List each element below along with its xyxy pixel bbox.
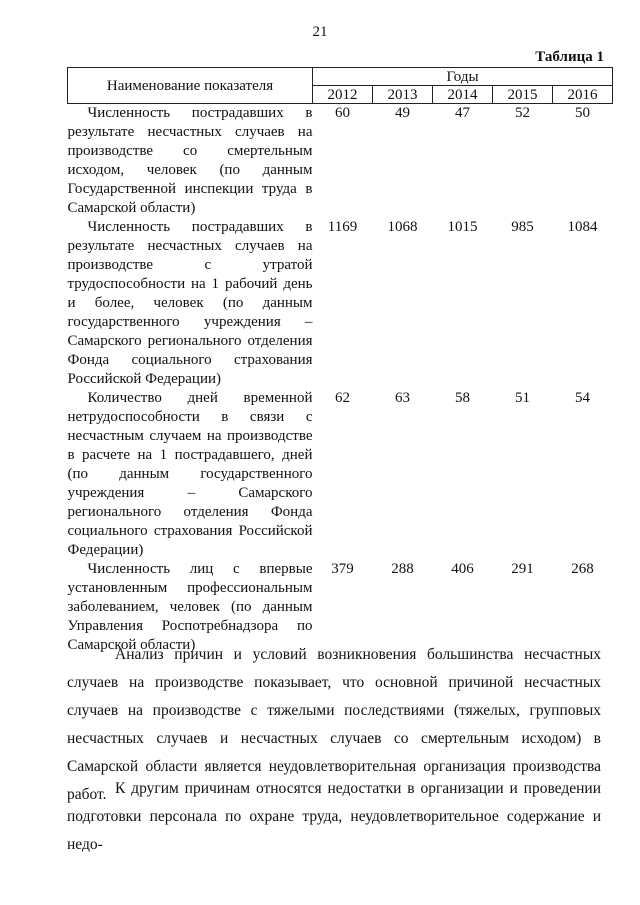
table-cell-value: 379 xyxy=(331,561,354,577)
year-header: 2015 xyxy=(493,86,553,104)
table-row xyxy=(68,389,613,560)
table-cell-value: 58 xyxy=(455,390,470,406)
indicator-name xyxy=(68,389,313,560)
body-paragraph: Анализ причин и условий возникновения большинства несчастных случаев на производстве показывает, что основной причиной несчастных случаев на производстве с тяжелыми последствиями (тяжелых, групповых несчастных случаев и несчастных случаев со смертельным исходом) в Самарской области является неудовлетворительная организация производства работ. xyxy=(67,646,601,803)
table-cell-value: 49 xyxy=(395,105,410,121)
indicator-name xyxy=(68,218,313,389)
body-paragraph: К другим причинам относятся недостатки в организации и проведении подготовки персонала по охране труда, неудовлетворительное содержание и недо- xyxy=(67,780,601,853)
indicators-table xyxy=(67,67,613,655)
table-cell-value: 1015 xyxy=(447,219,478,235)
table-cell-value: 47 xyxy=(455,105,470,121)
indicator-name-text: Численность лиц с впервые установленным профессиональным заболеванием, человек (по данным Управления Роспотребнадзора по Самарской области) xyxy=(67,561,313,653)
table-cell-value: 51 xyxy=(515,390,530,406)
table-cell-value: 54 xyxy=(575,390,591,406)
years-column-header: Годы xyxy=(313,68,613,86)
table-cell-value: 291 xyxy=(511,561,534,577)
indicator-name-text: Численность пострадавших в результате несчастных случаев на производстве с утратой трудоспособности на 1 рабочий день и более, человек (по данным государственного учреждения – Самарского регионального отделения Фонда социального страхования Российской Федерации) xyxy=(67,219,313,387)
table-row xyxy=(68,218,613,389)
table-caption: Таблица 1 xyxy=(535,49,604,65)
table-cell-value: 1068 xyxy=(387,219,418,235)
indicator-name-text: Численность пострадавших в результате несчастных случаев на производстве со смертельным исходом, человек (по данным Государственной инспекции труда в Самарской области) xyxy=(67,105,313,216)
page-number: 21 xyxy=(312,24,328,40)
table-cell-value: 985 xyxy=(511,219,534,235)
indicator-name-text: Количество дней временной нетрудоспособности в связи с несчастным случаем на производстве в расчете на 1 пострадавшего, дней (по данным государственного учреждения – Самарского регионального отделения Фонда социального страхования Российской Федерации) xyxy=(67,390,313,558)
indicator-name xyxy=(68,104,313,219)
table-cell-value: 1084 xyxy=(567,219,598,235)
table-cell-value: 50 xyxy=(575,105,591,121)
table-cell-value: 63 xyxy=(395,390,410,406)
table-cell-value: 406 xyxy=(451,561,474,577)
year-header: 2012 xyxy=(313,86,373,104)
table-cell-value: 288 xyxy=(391,561,414,577)
year-header: 2014 xyxy=(433,86,493,104)
table-cell-value: 60 xyxy=(335,105,350,121)
table-cell-value: 62 xyxy=(335,390,350,406)
year-header: 2016 xyxy=(553,86,613,104)
table-cell-value: 52 xyxy=(515,105,530,121)
table-cell-value: 268 xyxy=(571,561,594,577)
name-column-header: Наименование показателя xyxy=(68,68,313,104)
table-cell-value: 1169 xyxy=(327,219,358,235)
table-row xyxy=(68,104,613,219)
year-header: 2013 xyxy=(373,86,433,104)
